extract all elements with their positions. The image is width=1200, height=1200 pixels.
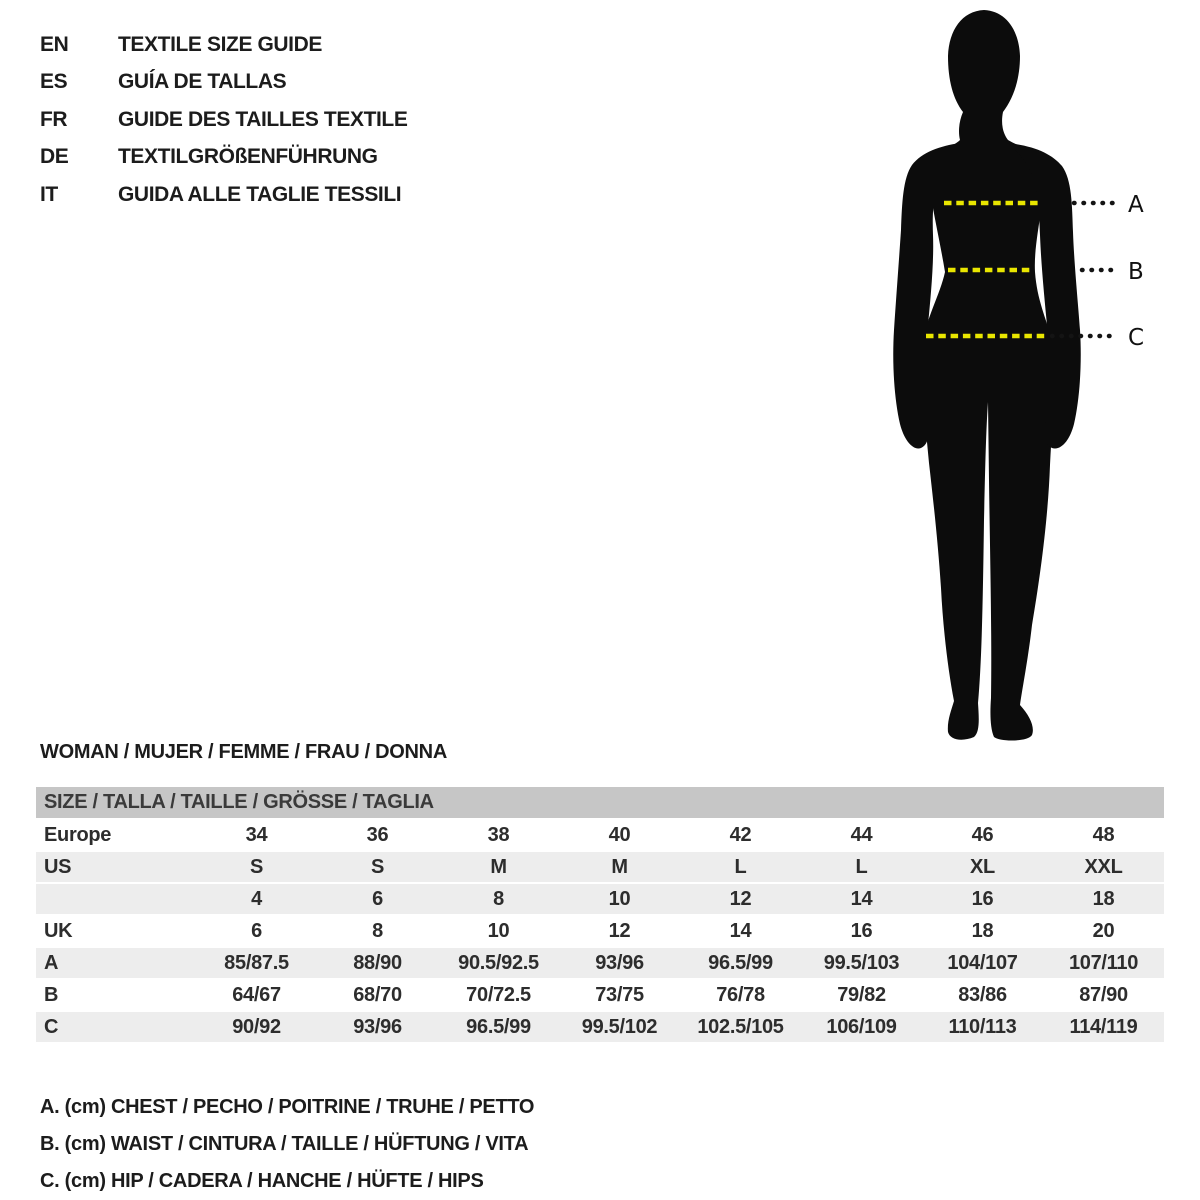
size-table-rows [36, 820, 1164, 1042]
size-value-cell: 8 [493, 887, 504, 910]
size-value-cell: 99.5/103 [823, 951, 900, 974]
table-row [36, 1012, 1164, 1042]
row-label: US [44, 855, 72, 878]
guide-title: GUIDE DES TAILLES TEXTILE [118, 107, 408, 131]
size-value-cell: 14 [729, 919, 752, 942]
size-value-cell: 6 [251, 919, 262, 942]
guide-title: GUIDA ALLE TAGLIE TESSILI [118, 182, 402, 206]
row-label: UK [44, 919, 73, 942]
language-guide-row [40, 138, 407, 175]
size-value-cell: 99.5/102 [581, 1015, 658, 1038]
row-label: C [44, 1015, 59, 1038]
language-code: ES [40, 70, 68, 94]
size-value-cell: 102.5/105 [697, 1015, 784, 1038]
size-value-cell: 14 [850, 887, 873, 910]
size-value-cell: 18 [1092, 887, 1115, 910]
size-value-cell: 42 [729, 823, 752, 846]
size-value-cell: 106/109 [826, 1015, 897, 1038]
size-value-cell: 87/90 [1079, 983, 1128, 1006]
size-value-cell: 93/96 [353, 1015, 402, 1038]
silhouette-body [922, 10, 1054, 741]
size-value-cell: 79/82 [837, 983, 886, 1006]
size-value-cell: 93/96 [595, 951, 644, 974]
size-value-cell: 73/75 [595, 983, 644, 1006]
size-value-cell: 4 [251, 887, 262, 910]
size-value-cell: 46 [971, 823, 994, 846]
size-value-cell: 12 [729, 887, 752, 910]
size-value-cell: L [855, 855, 868, 878]
guide-title: GUÍA DE TALLAS [118, 70, 287, 94]
legend-line: B. (cm) WAIST / CINTURA / TAILLE / HÜFTUNG / VITA [40, 1133, 529, 1156]
size-value-cell: S [249, 855, 264, 878]
size-value-cell: 90.5/92.5 [458, 951, 539, 974]
size-value-cell: 10 [487, 919, 510, 942]
size-value-cell: 48 [1092, 823, 1115, 846]
size-value-cell: 96.5/99 [708, 951, 773, 974]
size-value-cell: M [490, 855, 507, 878]
size-value-cell: 38 [487, 823, 510, 846]
measurement-legend [40, 1089, 534, 1200]
language-guide-row [40, 176, 407, 213]
language-code: EN [40, 33, 69, 56]
table-row [36, 884, 1164, 914]
size-value-cell: 6 [372, 887, 383, 910]
size-value-cell: 68/70 [353, 983, 402, 1006]
size-value-cell: 83/86 [958, 983, 1007, 1006]
table-row [36, 916, 1164, 946]
hip-label: C [1128, 325, 1145, 351]
size-value-cell: 20 [1092, 919, 1115, 942]
size-value-cell: 34 [245, 823, 268, 846]
language-code: IT [40, 182, 58, 206]
language-guide-row [40, 63, 407, 100]
language-guide-list [40, 26, 407, 213]
guide-title: TEXTILGRÖßENFÜHRUNG [118, 145, 378, 169]
legend-line: A. (cm) CHEST / PECHO / POITRINE / TRUHE / PETTO [40, 1096, 535, 1118]
legend-line: C. (cm) HIP / CADERA / HANCHE / HÜFTE / HIPS [40, 1170, 484, 1193]
size-value-cell: 110/113 [948, 1015, 1017, 1038]
waist-label: B [1128, 259, 1144, 285]
guide-title: TEXTILE SIZE GUIDE [118, 33, 322, 56]
size-value-cell: 10 [608, 887, 631, 910]
woman-silhouette-figure [858, 0, 1200, 770]
section-heading: WOMAN / MUJER / FEMME / FRAU / DONNA [40, 741, 447, 763]
size-value-cell: 114/119 [1069, 1015, 1138, 1038]
language-code: FR [40, 107, 68, 131]
size-value-cell: 88/90 [353, 951, 402, 974]
table-header: SIZE / TALLA / TAILLE / GRÖSSE / TAGLIA [36, 787, 1164, 818]
language-code: DE [40, 145, 69, 169]
size-value-cell: 16 [971, 887, 994, 910]
woman-silhouette-icon [858, 0, 1200, 770]
language-guide-row [40, 26, 407, 63]
size-value-cell: 12 [608, 919, 631, 942]
size-value-cell: 85/87.5 [224, 951, 289, 974]
table-row [36, 948, 1164, 978]
size-value-cell: 70/72.5 [466, 983, 531, 1006]
size-value-cell: 90/92 [232, 1015, 281, 1038]
table-row [36, 980, 1164, 1010]
table-row [36, 820, 1164, 850]
size-value-cell: XXL [1084, 855, 1123, 878]
size-value-cell: 40 [608, 823, 631, 846]
size-value-cell: 36 [366, 823, 389, 846]
size-value-cell: 104/107 [947, 951, 1018, 974]
size-value-cell: 107/110 [1068, 951, 1139, 974]
size-value-cell: S [370, 855, 385, 878]
language-guide-row [40, 101, 407, 138]
size-value-cell: 64/67 [232, 983, 281, 1006]
size-value-cell: XL [970, 855, 995, 878]
size-value-cell: 76/78 [716, 983, 765, 1006]
size-value-cell: 44 [850, 823, 873, 846]
row-label: A [44, 951, 59, 974]
size-value-cell: 96.5/99 [466, 1015, 531, 1038]
row-label: B [44, 983, 59, 1006]
size-value-cell: L [734, 855, 747, 878]
size-value-cell: M [611, 855, 628, 878]
size-value-cell: 8 [372, 919, 383, 942]
size-table [36, 787, 1164, 1042]
size-value-cell: 16 [850, 919, 873, 942]
size-value-cell: 18 [971, 919, 994, 942]
table-row [36, 852, 1164, 882]
chest-label: A [1128, 192, 1144, 218]
row-label: Europe [44, 823, 112, 846]
